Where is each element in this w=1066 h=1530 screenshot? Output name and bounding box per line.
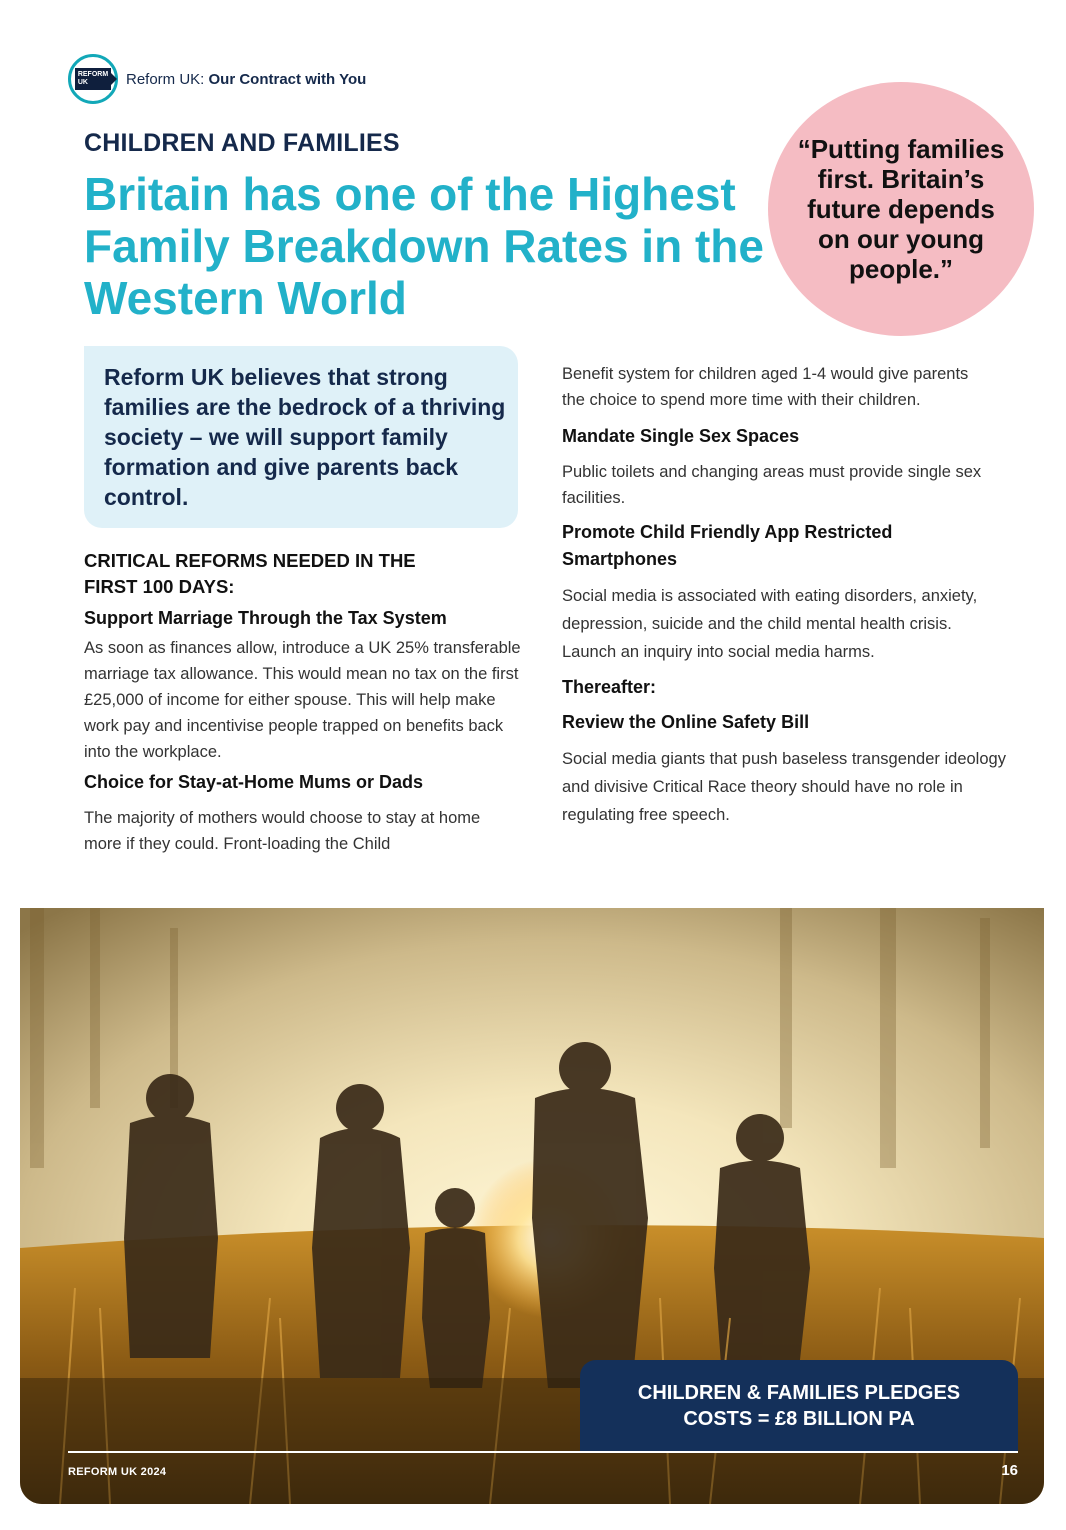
footer-divider bbox=[68, 1451, 1018, 1453]
logo-text-line1: REFORM bbox=[77, 71, 109, 78]
right-column bbox=[562, 360, 1012, 829]
item-heading: Support Marriage Through the Tax System bbox=[84, 608, 447, 628]
intro-callout bbox=[84, 346, 518, 528]
section-label: CHILDREN AND FAMILIES bbox=[84, 129, 400, 157]
continued-body: Benefit system for children aged 1-4 would give parents the choice to spend more time with their children. bbox=[562, 365, 969, 409]
intro-text: Reform UK believes that strong families are the bedrock of a thriving society – we will support family formation and give parents back control. bbox=[104, 364, 506, 510]
quote-circle bbox=[768, 82, 1034, 336]
footer-brand: REFORM UK 2024 bbox=[68, 1466, 167, 1478]
pledge-line2: COSTS = £8 BILLION PA bbox=[683, 1408, 915, 1430]
pledge-line1: CHILDREN & FAMILIES PLEDGES bbox=[637, 1382, 961, 1404]
critical-reforms-heading: CRITICAL REFORMS NEEDED IN THE FIRST 100 DAYS: bbox=[84, 550, 416, 597]
item-body: Public toilets and changing areas must provide single sex facilities. bbox=[562, 463, 982, 507]
header-title-bold: Our Contract with You bbox=[208, 70, 367, 88]
page-headline: Britain has one of the Highest Family Breakdown Rates in the Western World bbox=[84, 168, 764, 324]
thereafter-label: Thereafter: bbox=[562, 677, 657, 697]
header-title-prefix: Reform UK: bbox=[126, 70, 209, 88]
item-body: The majority of mothers would choose to stay at home more if they could. Front-loading the Child bbox=[84, 809, 481, 853]
quote-text: “Putting families first. Britain’s future depends on our young people.” bbox=[797, 134, 1005, 284]
item-body: Social media giants that push baseless transgender ideology and divisive Critical Race theory should have no role in regulating free speech. bbox=[562, 750, 1006, 824]
logo-text-line2: UK bbox=[77, 79, 88, 86]
item-body: As soon as finances allow, introduce a UK 25% transferable marriage tax allowance. This would mean no tax on the first £25,000 of income for either spouse. This will help make work pay and incentivise people trapped on benefits back into the workplace. bbox=[84, 639, 521, 761]
page-header bbox=[68, 54, 366, 104]
header-title bbox=[126, 71, 366, 88]
item-heading: Mandate Single Sex Spaces bbox=[562, 426, 800, 446]
item-heading: Promote Child Friendly App Restricted Smartphones bbox=[562, 522, 893, 569]
item-body: Social media is associated with eating disorders, anxiety, depression, suicide and the child mental health crisis. Launch an inquiry into social media harms. bbox=[562, 587, 978, 661]
item-heading: Review the Online Safety Bill bbox=[562, 712, 810, 732]
pledge-cost-box bbox=[580, 1360, 1018, 1452]
item-heading: Choice for Stay-at-Home Mums or Dads bbox=[84, 772, 424, 792]
reform-uk-logo-icon bbox=[68, 54, 118, 104]
left-column bbox=[84, 548, 534, 857]
page-number: 16 bbox=[1001, 1462, 1018, 1479]
